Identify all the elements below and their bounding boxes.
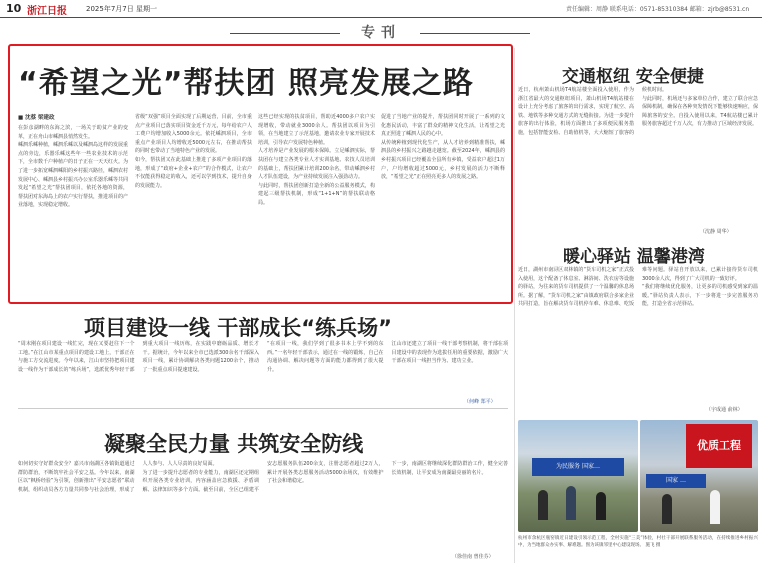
issue-date: 2025年7月7日 星期一 [86, 5, 157, 13]
article-3-text: 如何切实守好群众安全？嘉兴市南湖区各镇街道通过群防群治，不断筑牢社会平安之基。今年以来，南湖区以“枫桥经验”为引领，创新推出“平安志愿者”联动机制，组织动员各方力量共同参与社会治理，形成了人人参与、人人尽责的良好局面。 为了进一步提升志愿者的专业能力，南湖区还定期组织开展各类专业培训，内容涵盖应急救援、矛盾调解、法律知识等多个方面。截至目前，全区已组建平安志愿服务队伍200余支，注册志愿者超过2万人，累计开展各类志愿服务活动5000余场次，有效维护了社会和谐稳定。 下一步，南湖区将继续深化群防群治工作，健全完善长效机制，让平安成为南湖最亮丽的名片。 [18, 461, 508, 493]
person-figure [538, 490, 548, 520]
newspaper-logo: 浙江日报 [27, 6, 67, 17]
person-figure [566, 486, 576, 520]
person-figure [710, 490, 720, 524]
photo-caption-text: 杭州市余杭区瓶窑镇近日建设引领示范工程，全村实施“三美”体验，村社干部开展联系服务活动，在持续推进乡村振兴中，为当地群众办实事、解难题。图为该镇邻里中心建设现场。 [518, 536, 758, 548]
person-figure [596, 492, 606, 520]
side-article-1-author: （沈静 周华） [700, 229, 732, 235]
side-article-1-title: 交通枢纽 安全便捷 [562, 67, 704, 87]
photo-2-sub-sign: 国家 … [646, 474, 706, 488]
column-divider [514, 48, 515, 563]
side-article-2-text: 近日，湖州市南浔区双林镇的“货车司机之家”正式投入使用，这个配备了休息室、淋浴间、洗衣房等设施的驿站，为往来的货车司机提供了一个温馨的休息场所。据了解，“货车司机之家”由镇政府联合多家企业共同打造，旨在解决货车司机停车难、休息难、吃饭难等问题。驿站自开放以来，已累计接待货车司机3000余人次，得到了广大司机的一致好评。 “我们将继续优化服务，让更多的司机感受到家的温暖。”驿站负责人表示，下一步将进一步完善服务功能，打造全省示范驿站。 [518, 267, 758, 308]
main-article-byline: ■ 沈蔡 梁建政 [18, 115, 55, 121]
divider [18, 408, 508, 409]
section-title: 专刊 [361, 25, 401, 41]
page-number: 10 [6, 2, 22, 15]
article-3-title: 凝聚全民力量 共筑安全防线 [104, 432, 364, 456]
side-article-1-text: 近日，杭州萧山机场T4航站楼全面投入使用，作为浙江省最大的交通枢纽项目，萧山机场T4航站楼在设计上充分考虑了旅客的出行需求，实现了航空、高铁、地铁等多种交通方式的无缝衔接。为进一步提升旅客的出行体验，机场方面推出了多项便民服务措施，包括智能安检、自助值机等，大大缩短了旅客的候机时间。 与此同时，机场还与多家单位合作，建立了联合应急保障机制，确保在各种突发情况下能够快速响应，保障旅客的安全。自投入使用以来，T4航站楼已累计服务旅客超过千万人次，有力推动了区域经济发展。 [518, 87, 758, 136]
photo-caption [518, 535, 758, 563]
photo-credit: 施飞 摄 [645, 543, 661, 548]
section-rule-right [420, 33, 530, 34]
article-2-author: （何峰 郑平） [464, 399, 496, 405]
news-photo-1 [518, 420, 638, 532]
main-article-col-1: 在彭彦湖畔的东海之滨，一场关于助贫产业的变革，正在舟山市嵊泗县悄然发生。 嵊泗乐嵊种植，嵊泗乐嵊以及嵊泗岛这样的发展重点的旁边，乐器乐嵊这些年一些农业技术的示范下，全市数千户种植户的日子正在一天天红火。为了进一步拓宽嵊泗嵊阳的乡村振兴路径，嵊泗农村发展中心、嵊泗县乡村振兴办公室乐器乐嵊等共同发起“希望之光”帮扶团项目，依托各地的资源，帮扶团对东海岛上的农户实行帮扶，推进项目的产业落地，实现稳定增收。 [18, 125, 128, 209]
article-3-author: （徐佳南 曾佳芬） [452, 554, 494, 560]
main-article-col-4: 促进了当地产业的提升，帮扶团同时开展了一系列的文化惠民活动，丰富了群众的精神文化生活，让希望之光真正照进了嵊泗人民的心中。 从传统种植到现代化生产，从人才培养到精准帮扶，嵊泗县的乡村振兴之路越走越宽。截至2024年，嵊泗县的乡村振兴项目已经覆盖全县所有乡镇，受益农户超过1万户，户均增收超过5000元，乡村发展的活力不断释放，“希望之光”正在照亮更多人的发展之路。 [381, 114, 505, 181]
article-2-text: “周末刚在项目建设一线忙完，现在又要赶往下一个工地。”在江山市某重点项目的建设工地上，干部正在与施工方交流进度。今年以来，江山市坚持把项目建设一线作为干部成长的“练兵场”，选派优秀年轻干部到重大项目一线历练，在实践中磨砺品质、增长才干。据统计，今年以来全市已选派300余名干部深入项目一线，累计协调解决各类问题1200余个，推动了一批重点项目提速建设。 “在项目一线，我们学到了很多书本上学不到的东西。”一名年轻干部表示，通过在一线的锻炼，自己在沟通协调、解决问题等方面的能力都得到了很大提升。 江山市还建立了项目一线干部考察机制，将干部在项目建设中的表现作为选拔任用的重要依据，激励广大干部在项目一线担当作为、建功立业。 [18, 341, 508, 373]
photo-2-sign: 优质工程 [686, 424, 752, 468]
side-article-2-title: 暖心驿站 温馨港湾 [563, 247, 705, 267]
article-2-title: 项目建设一线 干部成长“练兵场” [84, 316, 392, 340]
person-figure [662, 494, 672, 524]
editor-info: 责任编辑：周静 联系电话：0571-85310384 邮箱：zjrb@8531.cn [566, 6, 750, 13]
photo-1-sign: 为民服务 国家… [532, 458, 624, 476]
side-article-2-author: （宇成通 俞林） [706, 407, 743, 413]
main-article-title: “希望之光”帮扶团 照亮发展之路 [18, 66, 474, 101]
main-article-col-2: 省级“双强”项目全面实现了后期运营，目前，全市重点产业项目已落实项目资金近千万元，每年给农户人工费户均增加收入5000余元。依托嵊泗项目，全市重点产业项目人均增收近5000元左右，在推动帮扶的同时也带动了当地特色产业的发展。 如今，帮扶团又在此基础上推进了多项产业项目的落地，形成了“政府+企业+农户”的合作模式，让农户不仅能获得稳定的收入，还可以学到技术，提升自身的发展能力。 [135, 114, 252, 189]
main-article-col-3: 这些已经实现的扶贫项目，帮助近4000多户农户实现增收，带动就业3000余人。帮扶团以项目为引领，在当地建立了示范基地，邀请农业专家开展技术培训，引导农户发展特色种植。 人才培养是产业发展的根本保障。立足嵊泗实际，帮扶团在与建立各类专业人才实训基地、农技人员培训的基础上，帮扶团累计培训200余名，带动嵊泗乡村人才队伍建设，为产业持续发展注入强劲动力。 与此同时，帮扶团创新打造全新的公益服务模式，构建起三级帮扶机制，形成“1+1+N”的帮扶联动格局。 [258, 114, 375, 206]
news-photo-2 [640, 420, 758, 532]
